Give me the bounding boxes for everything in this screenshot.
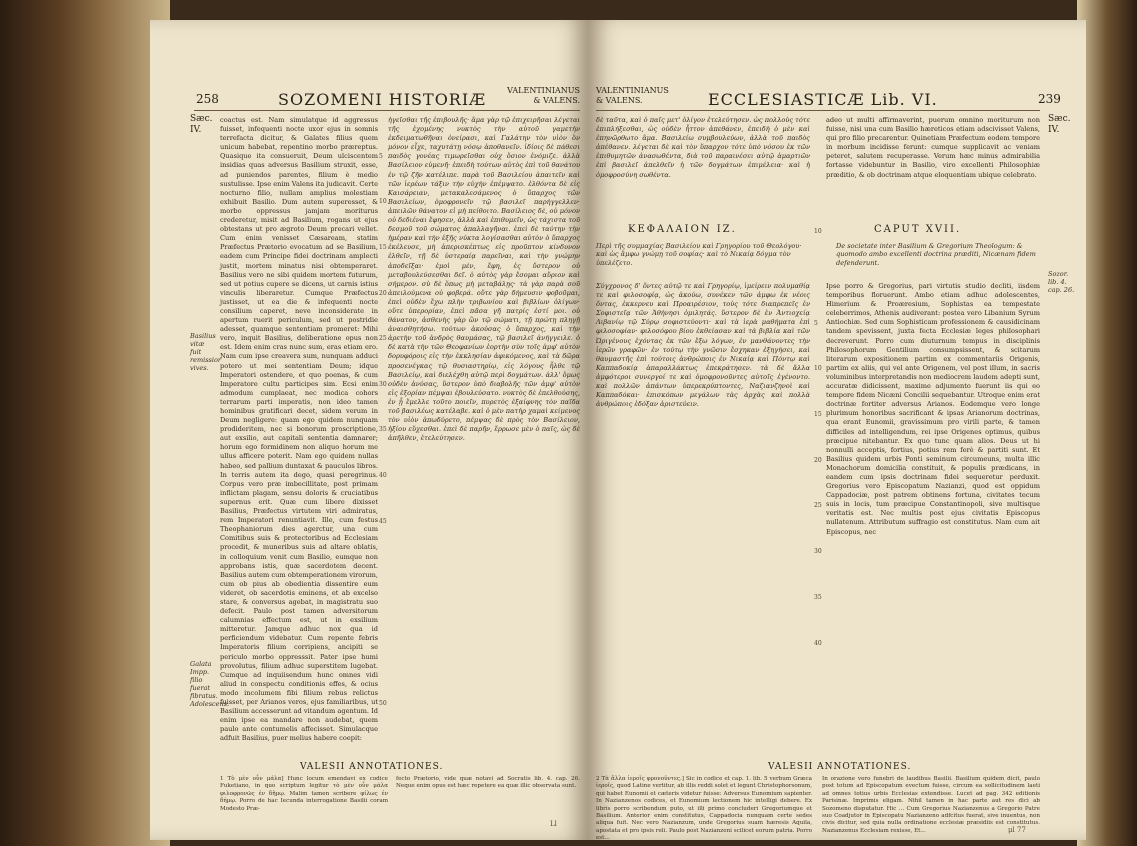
margin-note: Galata Impp. filio fuerat fibratus. Adolescens.: [190, 660, 230, 708]
chapter-summary-latin: De societate inter Basilium & Gregorium Theologum: & quomodo ambo excellenti doctrina præditi, Nicænam fidem defenderunt.: [836, 242, 1036, 267]
year-margin-line: Sæc.: [190, 114, 213, 124]
line-number: 15: [379, 244, 387, 251]
chapter-title-latin: CAPUT XVII.: [874, 224, 962, 235]
annotation-text: 1 Τὸ μὲν οὖν μάλα] Hunc locum emendavi ex codice Fuketiano, in quo scriptum legitur τὸ μὲν οὖν μάλα φιλοφρονῶς ἐν δῆμῳ. Malim tamen scribere φίλως ἐν δήμῳ. Porro de hac Iecunda interrogatione Basilii coram Modesto Præ-: [220, 776, 388, 812]
running-head-line: & VALENS.: [596, 96, 643, 105]
line-number: 5: [814, 320, 818, 327]
line-number: 15: [814, 411, 822, 418]
left-page: [150, 20, 588, 840]
line-number: 40: [814, 640, 822, 647]
annotation-text: fecto Prætorio, vide quæ notavi ad Socratis lib. 4. cap. 26. Neque enim opus est hæc repetere ea quæ illic observata sunt.: [396, 776, 580, 790]
header-rule: [596, 110, 1040, 111]
annotation-text: In orazione vero funebri de laudibus Basilii. Basilium quidem dicit, paulo post totum ad Episcopatum evectum fuisse, circum ea sollicitudinem laeti ad omnes totius urbis Ecclesias extendisse. Lucet ad pag. 342 editionis Parisinæ. Imprimis eligam. Nihil tamen in hac parte aut res dici ab Sozomeno disputatur. Hic ... Cum Gregorius Nazianzenus a Gregorio Patre suo Coadjutor in Episcopatu Nazianzeno adfcitus fuerat, sive inuentus, non civis dicitur, sed quia nulla ordinatione ecclesiæ præsidiis est constitutus. Nazianzenus Ecclesiam rexisse, Et...: [822, 776, 1040, 834]
year-margin-line: IV.: [1048, 125, 1060, 135]
line-number: 30: [814, 548, 822, 555]
annotations-title: VALESII ANNOTATIONES.: [768, 762, 912, 772]
margin-note: Sozor. lib. 4. cap. 26.: [1048, 270, 1075, 294]
book-edge-right: [1077, 0, 1137, 846]
line-number: 20: [379, 290, 387, 297]
line-number: 35: [814, 594, 822, 601]
page-number: 239: [1038, 92, 1061, 106]
year-margin: [1048, 114, 1071, 136]
year-margin: [190, 114, 213, 136]
line-number: 10: [814, 365, 822, 372]
annotations-title: VALESII ANNOTATIONES.: [300, 762, 444, 772]
line-number: 10: [814, 228, 822, 235]
running-head-line: VALENTINIANUS: [507, 86, 580, 95]
line-number: 5: [379, 153, 383, 160]
greek-column-top: δὲ ταῦτα, καὶ ὁ παῖς μετ' ὀλίγον ἐτελεύτησεν. ὡς πολλοὺς τότε ἐπιπλήξεσθαι, ὡς οὐδὲν ἧττον ἀπεθάνεν, ἐπειδὴ ὁ μὲν καὶ ἐπηνῶρθωτο ἅμα. Βασιλείω συμβουλεύων, ἀλλὰ τοῦ παιδὸς ἀπέθανεν. λέγεται δὲ καὶ τὸν ὕπαρχον τότε ὑπὸ νόσου ἐκ τῶν ἐπιθυμητῶν ἀνασωθέντα, διὰ τοῦ παραινέσει αὐτῷ ἁμαρτιῶν ἐπὶ βασιλεῖ ἀπελθεῖν ἡ τῶν δογμάτων ἐπιμέλεια· καὶ ἡ ὁμοφροσύνη σωθέντα.: [596, 116, 810, 179]
header-rule: [194, 110, 580, 111]
line-number: 10: [379, 198, 387, 205]
line-number: 20: [814, 457, 822, 464]
line-number: 30: [379, 381, 387, 388]
line-number: 25: [379, 335, 387, 342]
signature-mark: Ll: [550, 820, 557, 828]
greek-column: ἡγεῖσθαι τῆς ἐπιβουλῆς· ἅμα γὰρ τῷ ἐπιχειρῆσαι λέγεται τῆς ἐχομένης νυκτὸς τὴν αὐτοῦ γαμετὴν ἐκδειματωθῆναι ὀνείρασι, καὶ Γαλάτην τὸν υἱὸν ὃν μόνον εἶχε, ταχυτάτῃ νόσῳ ἀποθανεῖν. ἰδίοις δὲ πάθεσι παιδὸς γονέας τιμωρεῖσθαι οὐχ ὅσιον ἐνόμιζε. ἀλλὰ Βασίλειον εὐμενῆ· ἐπειδὴ τούτων αὐτὸς ἐπὶ τοῦ θανάτου ἐν τῷ ζῆν κατέλιπε. παρὰ τοῦ Βασιλείου ἀπαιτεῖν καὶ τῶν ἱερέων τάξιν τὴν εὐχὴν ἐπέμψατο. ἐλθόντα δὲ εἰς Καισάρειαν, μετακαλεσάμενος ὁ ὕπαρχος τῶν Βασιλείων, ὁμοφρονεῖν τῷ βασιλεῖ παρήγγελλεν· ἀπειλῶν θάνατον εἰ μὴ πείθοιτο. Βασίλειος δὲ, οὐ μόνον οὐ δεδιέναι ἔφησεν, ἀλλὰ καὶ ἐπιθυμεῖν, ὡς τάχιστα τοῦ δεσμοῦ τοῦ σώματος ἀπαλλαγῆναι. ἐπεὶ δὲ ταύτην τὴν ἡμέραν καὶ τὴν ἑξῆς νύκτα λογίσασθαι αὐτὸν ὁ ὕπαρχος ἐκέλευσε, μὴ ἀπερισκέπτως εἰς προῦπτον κίνδυνον ἐλθεῖν, τῇ δὲ ὑστεραίᾳ παρεῖναι, καὶ τὴν γνώμην ἀποδεῖξαι· ἐμοὶ μὲν, ἔφη, ἐς ὕστερον οὐ μεταβουλεύσεσθαι δεῖ. ὁ αὐτὸς γὰρ ἔσομαι αὔριον καὶ σήμερον. σὺ δὲ ὅπως μὴ μεταβάλῃς· τὰ γὰρ παρὰ σοῦ ἀπειλούμενα οὐ φοβερά. οὔτε γὰρ δήμευσιν φοβοῦμαι, ἐπεὶ οὐδὲν ἔχω πλὴν τριβωνίου καὶ βιβλίων ὀλίγων· οὔτε ὑπερορίαν, ἐπεὶ πᾶσα γῆ πατρίς ἐστί μοι. οὐ θάνατον, ἀσθενὴς γὰρ ὢν τῷ σώματι, τῇ πρώτῃ πληγῇ ἀναισθητήσω. τούτων ἀκούσας ὁ ὕπαρχος, καὶ τὴν ἀρετὴν τοῦ ἀνδρὸς θαυμάσας, τῷ βασιλεῖ ἀνήγγειλε. ὁ δὲ κατὰ τὴν τῶν Θεοφανίων ἑορτὴν σὺν τοῖς ἀμφ' αὐτὸν δορυφόροις εἰς τὴν ἐκκλησίαν ἀφικόμενος, καὶ τὰ δῶρα προσενέγκας τῷ θυσιαστηρίῳ, εἰς λόγους ἦλθε τῷ Βασιλείῳ, καὶ διελέχθη αὐτῷ περὶ δογμάτων. ἀλλ' ὅμως οὐδὲν ἀνύσας, ὕστερον ὑπὸ διαβολῆς τῶν ἀμφ' αὐτὸν εἰς ἐξορίαν πέμψαι ἐβουλεύσατο. νυκτὸς δὲ ἐπελθούσης, ἐν ᾗ ἔμελλε τοῦτο ποιεῖν, πυρετὸς ἐξαίφνης τὸν παῖδα τοῦ βασιλέως κατέλαβε. καὶ ὁ μὲν πατὴρ χαμαὶ κείμενος τὸν υἱὸν ἀπωδύρετο, πέμψας δὲ πρὸς τὸν Βασίλειον, ἠξίου εὔχεσθαι. ἐπεὶ δὲ παρῆν, ἔρρωσε μὲν ὁ παῖς, ὡς δὲ ἀπῆλθεν, ἐτελεύτησεν.: [388, 116, 580, 443]
running-head: [596, 86, 669, 106]
signature-mark: μl 77: [1008, 826, 1026, 834]
page-number: 258: [196, 92, 219, 106]
running-head-line: VALENTINIANUS: [596, 86, 669, 95]
margin-note: Basilius vitæ fuit remissior vives.: [190, 332, 221, 372]
chapter-title-greek: ΚΕΦΑΛΑΙΟΝ ΙΖ.: [628, 224, 737, 235]
running-head-line: & VALENS.: [533, 96, 580, 105]
annotation-text: 2 Τὰ ἄλλα ἱεροῖς φρονοῦντες.] Sic in codice et cap. 1. lib. 5 verbum Græca ἱεροῖς, quod Latine vertitur, ab illis reddi solet et legunt Christophorsonum, qui habet Eunomii et cæteris videtur fuisse: Adversus Eunomium sapienter. In Nazianzenos codices, et Eunomium lectionem hic intelligi debere. Ex libris porro scribendum puto, ut illi primo concluderi Gregoriumque et Basilium. Anterior enim constitutus, Cappadocia nunquam certe sedes aliqua fuit. Nec vero Nazianzum, unde Gregorius suam hæresis Aquila, apostata et pro ipsis reli. Paulo post Nazianzeni scilicet eorum patria. Porro est...: [596, 776, 812, 842]
year-margin-line: Sæc.: [1048, 114, 1071, 124]
latin-column-top: adeo ut multi affirmaverint, puerum omnino moriturum non fuisse, nisi una cum Basilio hæreticos etiam adscivisset Valens, qui pro filio precarentur. Quinetiam Præfectum eodem tempore in morbum incidisse ferunt: cumque supplicavit ac veniam peteret, salutem recuperasse. Verum hæc minus admirabilia fortasse videbuntur in Basilio, viro excellenti Philosophiæ præditio, & ob doctrinam atque eloquentiam ubique celebrato.: [826, 116, 1040, 179]
book-edge-left: [0, 0, 170, 846]
page-header: SOZOMENI HISTORIÆ: [278, 90, 487, 109]
line-number: 25: [814, 502, 822, 509]
year-margin-line: IV.: [190, 125, 202, 135]
line-number: 40: [379, 472, 387, 479]
latin-column: Ipse porro & Gregorius, pari virtutis studio decliti, iisdem temporibus floruerunt. Ambo etiam adhuc adolescentes, Himerium & Proæresium, Sophistas ea tempestate celeberrimos, Athenis audiverant: postea vero Libanium Syrum Antiochiæ. Sed cum Sophisticam professionem & causidicinam tandem spevissent, juxta fecta Ecclesiæ leges philosophari decreverunt. Porro cum diuturnum tempus in disciplinis Philosophorum Gentilium consumpsissent, & scitarum literarum expositionem partim ex commentariis Origenis, partim ex aliis, qui vel ante Origenem, vel post illum, in sacris voluminibus interpretandis non mediocrem laudem adepti sunt, accuratæ didicissent, maxime adjumento fuerunt iis qui eo tempore fidem Nicæni Concilii sequebantur. Utroque enim erat doctrinæ fortiter adversus Arianos. Eodemque vero longe plurimum honoribus sacrificant & ipsas Arianorum doctrinas, qua erant Eunomii, gravissimum pro virili parte, & tamen difficiles ad intelligendum, rei ipse Origenes optimus, quibus præcipue nitebantur. Ex quo tunc quam alios. Deus ut hi nonnulli acceptis, fortius, potius rem ferè & partiti sunt. Et Basilius quidem urbis Ponti seminum circumeuns, multa illic Monachorum domicilia constituit, & populis prædicans, in eandem cum ipsis doctrinam fidei sequeretur perduxit. Gregorius vero Episcopatum Nazianzi, quod est oppidum Cappadociæ, post patrem obtinens fortuna, civitates tecum suis in locis, tum præcipue Constantinopoli, sive multisque veritatis est. Nec multis post ejus civitatis Episcopus nullatenum. Attributum suffragio est constitutus. Nam cum ait Episcopus, nec: [826, 282, 1040, 536]
line-number: 35: [379, 426, 387, 433]
greek-column: Σύγχρονος δ' ὄντες αὐτῷ τε καὶ Γρηγορίῳ, ἱμείρειν πολυμαθίᾳ τε καὶ φιλοσοφίᾳ, ὡς ἀκούω, συνέκεν τῶν ἀμφω ἐκ νέοις ὄντας, ἐκκερνευ καὶ Προαιρέσιον, τοὺς τότε διαπρεπεῖς ἐν Σοφιστεῖᾳ τῶν Ἀθήνησι ὁμιλητάς. ὕστερον δὲ ἐν Ἀντιοχείᾳ Λιβανίῳ τῷ Σύρῳ σοφιστεύοντι· καὶ τὰ ἱερὰ μαθήματα ἐπὶ φιλοσοφίαν· φιλοσόφου βίου ἐκθείασαν καὶ τὰ βιβλία καὶ τῶν Ὠριγένους ἐχόντας ἐκ τῶν ἔξω λόγων, ἐν μανθάνοντες τὴν ἱερῶν γραφῶν· ἐν τούτῳ τὴν γνῶσιν ἔσχηκαν ἐξηγήσει, καὶ θαυμαστῆς ἐπὶ τούτοις ἀνθρώποις ἐν Νικαίᾳ καὶ Πόντῳ καὶ Καππαδοκίᾳ ἀπαραλλάκτως ἐπεκράτησεν. τὰ δὲ ἄλλα ἀμφότεροι συνεργοί τε καὶ ὁμοφρονοῦντες αὐτοῖς ἐγένοντο. καὶ πολλῶν ἀπάντων ὑπερεκρύπτοντες, Ναζιανζηνοὶ καὶ Καππαδόκαι· ἐπισκόπων μεγάλων τὰς ἀρχὰς καὶ πολλὰ ἀνθρώποις ἐδόξαν ἀριστεύειν.: [596, 282, 810, 409]
page-header: ECCLESIASTICÆ Lib. VI.: [708, 90, 938, 109]
latin-column: coactus est. Nam simulatque id aggressus fuisset, infequenti nocte uxor ejus in somnis terrefacta dicitur, & Galates filius quem unicum habebat, repentino morbo præreptus. Quasique ita consueruit, Deum ulciscentem insidias quas adversus Basilium struxit, esse, ad puniendos parentes, filium è medio sustulisse. Ipse enim Valens ita judicavit. Certe nocturno filio, nullam amplius molestiam exhibuit Basilio. Dum autem superesset, & morbo oppressus jamjam moriturus crederetur, misit ad Basilium, rogans ut ejus obtestans ut pro ægroto Deum precari vellet. Cum enim venisset Cæsaream, statim Præfectus Prætorio evocatum ad se Basilium, eadem cum Principe fidei doctrinam amplecti justit, mortem minatus nisi obtemperaret. Basilius vero ne sibi quidem mortem futurum, sed ut potius cupere se dicens, ut carnis istius vinculis liberaretur. Cumque Præfectus justisset, ut ea die & infequenti nocte consilium caperet, neve inconsiderate in apertum ruerit periculum, sed ut postridie adesset, quamque sententiam promeret: Mihi vero, inquit Basilius, deliberatione opus non est. Idem enim cras nunc sum, eras etiam ero. Nam cum ipse creavera sum, nunquam adduci potero ut mei sententiam Deum; idque Imperatori ostendere, et quo poenas, & cum Imperatore cultu participes sim. Ecsi enim admodum cumplaeat, nec modica cohors terrarum parti imperatis, non ideo tamen hominibus gratificari decet, sidem verum in Deum negligere: quam ego quidem nunquam prodideritem, nec si bonorum proscriptione, aut exsilio, aut capitali sententia damnarer; horum ego formidinem non aliquo horum me ullus afficere poterit. Nam ego quidem nullas habeo, sed pallium duntaxat & pauculos libros. In terris autem ita dego, quasi peregrinus. Corpus vero præ imbecillitate, post primam inflictam plagam, sensu doloris & cruciatibus supernus erit. Quæ cum libere dixisset Basilius, Præfectus virtutem viri admiratus, rem Imperatori renuntiavit. Ille, cum festus Theophaniorum dies agerctur, una cum Comitibus suis & protectoribus ad Ecclesiam procedit, & muneribus suis ad altare oblatis, in colloquium venit cum Basilio, eumque non approbans istis, quæ sacerdotem decent. Basilius autem cum obtemperationem virorum, cum ob pius ab obedientia dissentire eum videret, ob sacerdotis eminens, et ab excelso stare, & conversus agebat, in magistratu suo defecit. Paulo post tamen adversitorum calumnias effectum est, ut in exsilium mitteretur. Jamque adhuc nox qua id perficiendum videbatur. Cum repente febris Imperatoris filium corripiens, ancipiti se periculo morbo oppresssit. Pater ipse humi provolutus, filium adhuc superstitem lugebat. Cumque ad inquiisendum hunc omnes vidi aliud in conspectu conditionis effes, & ocius modo incolumem fibi filium rebus relictus fuisset, per Arianos veros, ejus familiaribus, ut Basilium accesserunt ad vitandum agentum. Id enim ipse ea mandare non audebat, quem paulo ante contumelis affecisset. Simulacque adfuit Basilius, puer melius habere coepit:: [220, 116, 378, 743]
running-head: [496, 86, 580, 106]
right-page: [588, 20, 1086, 840]
chapter-summary-greek: Περὶ τῆς συμμαχίας Βασιλείου καὶ Γρηγορίου τοῦ Θεολόγου· καὶ ὡς ἄμφω γνώμῃ τοῦ σοφίας· καὶ τὸ Νικαίᾳ δόγμα τὸν ὑπελέζετο.: [596, 242, 802, 267]
line-number: 50: [379, 700, 387, 707]
line-number: 45: [379, 518, 387, 525]
